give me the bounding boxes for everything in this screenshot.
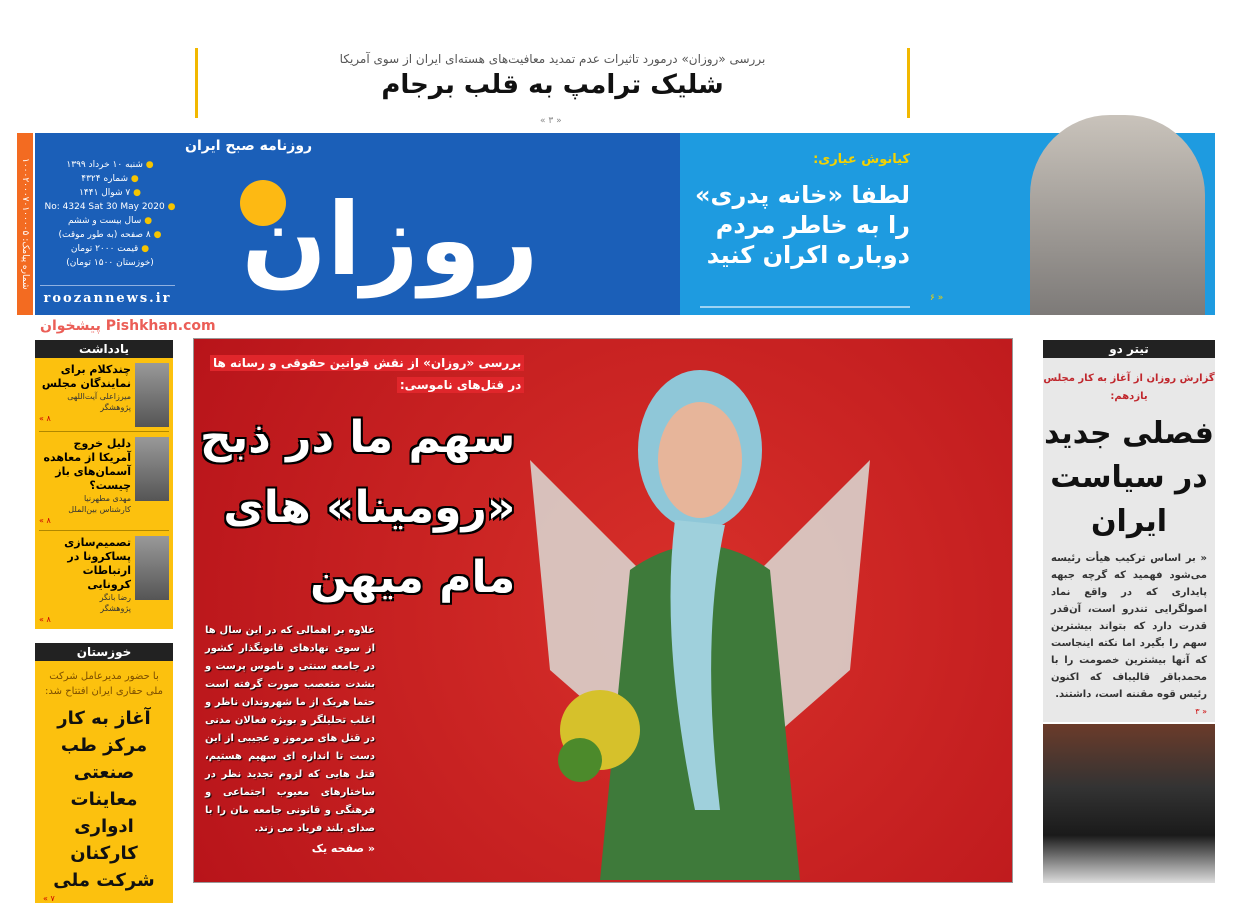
main-story-body: علاوه بر اهمالی که در این سال ها از سوی نهادهای قانونگذار کشور در جامعه سنتی و ناموس پرست و بشدت متعصب صورت گرفته است حتما هریک از ما شهروندان ناظر و اغلب تحلیلگر و بویژه فعالان مدنی در قتل های مرموز و عجیبی از این دست تا اندازه ای سهیم هستیم، قتل هایی که لزوم تجدید نظر در ساختارهای معیوب اجتماعی و فرهنگی و قانونی جامعه مان را با صدای بلند فریاد می زند. [205, 625, 375, 834]
khuzestan-kicker: با حضور مدیرعامل شرکت ملی حفاری ایران افتتاح شد: [45, 671, 163, 697]
main-story-text [205, 622, 375, 855]
issue-info-line: ● سال بیست و ششم [67, 216, 153, 226]
issue-info-line: ● شنبه ۱۰ خرداد ۱۳۹۹ [66, 160, 154, 170]
issue-info-line: ● ۷ شوال ۱۴۴۱ [79, 188, 141, 198]
note-role: پژوهشگر [100, 403, 131, 412]
left-column [35, 340, 173, 903]
second-story-kicker: گزارش روزان از آغاز به کار مجلس یازدهم: [1043, 373, 1215, 402]
tagline: روزنامه صبح ایران [185, 138, 313, 154]
watermark: پیشخوان Pishkhan.com [40, 318, 216, 334]
main-story-kicker: بررسی «روزان» از نقش قوانین حقوقی و رسانه ها در قتل‌های ناموسی: [210, 352, 524, 396]
issue-info-line: ● No: 4324 Sat 30 May 2020 [44, 202, 176, 212]
parliament-photo [1043, 724, 1215, 883]
note-title: چندکلام برای نمایندگان مجلس [41, 363, 131, 390]
khuzestan-page: « ۷ [43, 894, 55, 903]
note-title: دلیل خروج آمریکا از معاهده آسمان‌های باز چیست؟ [43, 437, 131, 492]
newspaper-logo: روزان [241, 181, 539, 298]
top-story-page: « ۳ » [540, 116, 562, 126]
main-story-page: « صفحه یک [311, 842, 375, 855]
sms-number: شماره پیامک: ۱۰۰۰۲۰۰۰۷۰۱۰۰۰۰۵ [17, 133, 33, 315]
right-column [1043, 340, 1215, 883]
khuzestan-column[interactable] [35, 643, 173, 903]
note-item[interactable] [39, 432, 169, 531]
notes-header: یادداشت [35, 340, 173, 358]
note-title: تصمیم‌سازی پساکرونا در ارتباطات کرونایی [64, 536, 131, 591]
note-author: رضا بانگر [99, 593, 131, 602]
khuzestan-title: آغاز به کار مرکز طب صنعتی معاینات ادواری کارکنان شرکت ملی [53, 708, 155, 891]
author-photo [135, 536, 169, 600]
issue-info-line: ● قیمت ۲۰۰۰ تومان [70, 244, 150, 254]
note-page: « ۸ [39, 414, 51, 423]
divider [700, 306, 910, 308]
khuzestan-header: خوزستان [35, 643, 173, 661]
second-story-page: « ۳ [1195, 707, 1207, 716]
issue-info-line: ● ۸ صفحه (به طور موقت) [58, 230, 162, 240]
top-story[interactable] [195, 48, 910, 118]
top-story-kicker: بررسی «روزان» درمورد تاثیرات عدم تمدید معافیت‌های هسته‌ای ایران از سوی آمریکا [339, 52, 766, 66]
note-role: پژوهشگر [100, 604, 131, 613]
quote-headline[interactable]: لطفا «خانه پدری» را به خاطر مردم دوباره اکران کنید [695, 181, 910, 269]
note-author: میرزاعلی آیت‌اللهی [67, 392, 131, 401]
website-link[interactable]: roozannews.ir [40, 285, 175, 306]
top-story-title[interactable]: شلیک ترامپ به قلب برجام [381, 70, 724, 100]
note-item[interactable] [39, 358, 169, 432]
notes-column [35, 340, 173, 629]
issue-info [36, 158, 184, 270]
second-story-title: فصلی جدید در سیاست ایران [1044, 416, 1214, 539]
second-story-body: « بر اساس ترکیب هیأت رئیسه می‌شود فهمید که گرچه جبهه پایداری که در واقع نماد اصولگرایی تندرو است، آن‌قدر قدرت دارد که بتواند بیشترین سهم را بگیرد اما نکته اینجاست که آنها بیشترین خصومت را با محمدباقر قالیباف که اکنون رئیس قوه مقننه است، داشتند. [1051, 553, 1207, 700]
second-story-header: تیتر دو [1043, 340, 1215, 358]
main-story-title[interactable]: سهم ما در ذبح «رومینا» های مام میهن [200, 412, 516, 603]
second-story[interactable] [1043, 340, 1215, 722]
issue-info-line: (خوزستان ۱۵۰۰ تومان) [66, 258, 154, 268]
author-photo [135, 363, 169, 427]
illustration-girl-with-wings [510, 340, 890, 880]
quote-page: « ۶ [930, 293, 944, 303]
portrait-photo [1030, 115, 1205, 315]
quote-author: کیانوش عیاری: [813, 152, 910, 167]
note-item[interactable] [39, 531, 169, 629]
note-author: مهدی مطهرنیا [83, 494, 131, 503]
author-photo [135, 437, 169, 501]
note-page: « ۸ [39, 615, 51, 624]
issue-info-line: ● شماره ۴۳۲۴ [81, 174, 139, 184]
note-role: کارشناس بین‌الملل [68, 505, 131, 514]
note-page: « ۸ [39, 516, 51, 525]
